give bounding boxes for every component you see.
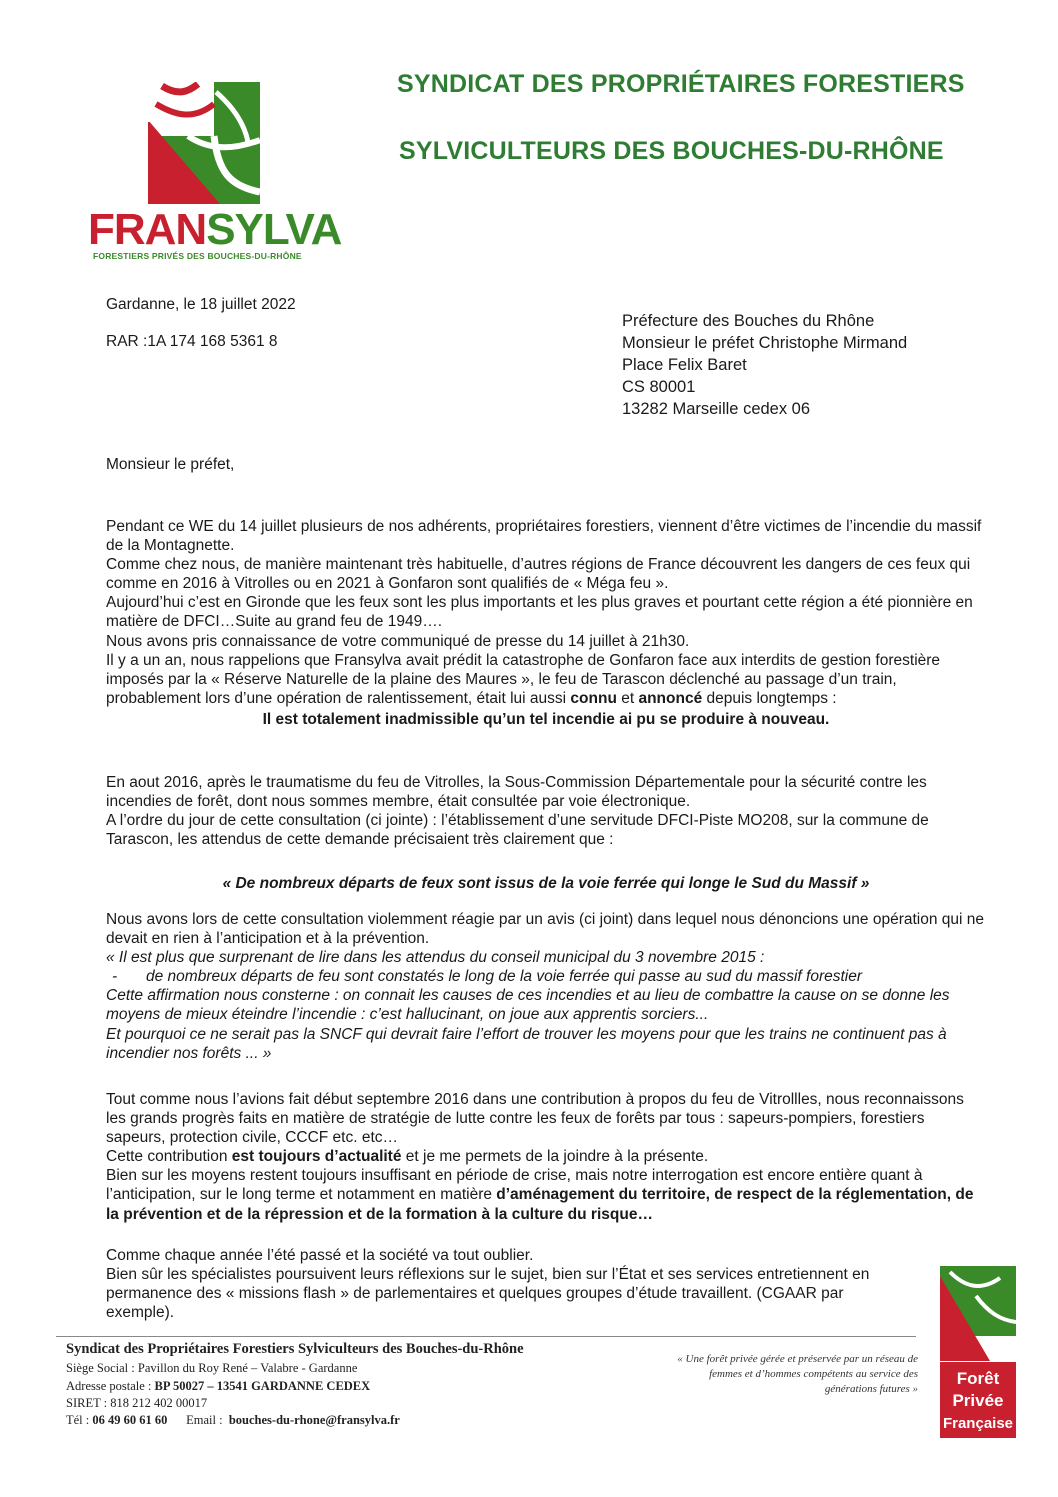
tel-label: Tél : bbox=[66, 1413, 93, 1427]
bold-run: est toujours d’actualité bbox=[231, 1148, 402, 1166]
footer-contact bbox=[66, 1413, 400, 1428]
postal-value: BP 50027 – 13541 GARDANNE CEDEX bbox=[154, 1379, 371, 1393]
bullet-text: de nombreux départs de feu sont constatés le long de la voie ferrée qui passe au sud du massif forestier bbox=[146, 968, 863, 986]
recipient-line2: Monsieur le préfet Christophe Mirmand bbox=[622, 334, 908, 352]
postal-label: Adresse postale : bbox=[66, 1379, 155, 1393]
body-block-2 bbox=[106, 773, 986, 849]
body-block-3 bbox=[106, 910, 986, 1063]
badge-line2: Privée bbox=[952, 1391, 1004, 1410]
foret-privee-francaise-badge bbox=[930, 1266, 1016, 1438]
foret-privee-francaise-logo-icon bbox=[930, 1266, 1016, 1438]
footer-tagline: « Une forêt privée gérée et préservée par un réseau de femmes et d’hommes compétents au service des générations futures » bbox=[677, 1353, 918, 1395]
email-value[interactable]: bouches-du-rhone@fransylva.fr bbox=[228, 1413, 400, 1427]
quote-line: « Il est plus que surprenant de lire dans les attendus du conseil municipal du 3 novembre 2015 : bbox=[106, 949, 765, 967]
text-run: Il y a un an, nous rappelions que Fransylva avait prédit la catastrophe de Gonfaron face aux interdits de gestion forestière imposés par la « Réserve Naturelle de la plaine des Maures », le feu de Tarascon déclenché au passage d’un train, probablement lors d’une opération de ralentissement, était lui aussi bbox=[106, 651, 941, 707]
bold-run: d’aménagement du territoire, de respect de la réglementation, de la prévention et de la répression et de la formation à la culture du risque… bbox=[106, 1186, 974, 1223]
footer-siege: Siège Social : Pavillon du Roy René – Valabre - Gardanne bbox=[66, 1361, 358, 1375]
recipient-address bbox=[622, 310, 907, 420]
org-title-line1: SYNDICAT DES PROPRIÉTAIRES FORESTIERS bbox=[397, 70, 965, 98]
paragraph: Aujourd’hui c’est en Gironde que les feux sont les plus importants et les plus graves et pourtant cette région a été pionnière en matière de DFCI…Suite au grand feu de 1949…. bbox=[106, 594, 973, 631]
paragraph bbox=[106, 1166, 986, 1223]
bold-run: connu bbox=[570, 689, 617, 707]
quote-bullet bbox=[106, 967, 986, 986]
paragraph: Comme chez nous, de manière maintenant très habituelle, d’autres régions de France découvrent les dangers de ces feux qui comme en 2016 à Vitrolles ou en 2021 à Gonfaron sont qualifiés de « Méga feu ». bbox=[106, 556, 971, 593]
paragraph: Comme chaque année l’été passé et la société va tout oublier. bbox=[106, 1247, 534, 1264]
bullet-dash: - bbox=[112, 968, 118, 986]
body-block-1 bbox=[106, 517, 986, 729]
text-run: Bien sur les moyens restent toujours insuffisant en période de crise, mais notre interrogation est encore entière quant à l’anticipation, sur le long terme et notamment en matière bbox=[106, 1167, 923, 1204]
brand-sylva: SYLVA bbox=[206, 205, 342, 254]
brand-fran: FRAN bbox=[88, 205, 207, 254]
text-run: Cette contribution bbox=[106, 1148, 232, 1166]
footer-divider bbox=[56, 1336, 916, 1337]
recipient-line4: CS 80001 bbox=[622, 378, 696, 396]
text-run: et je me permets de la joindre à la présente. bbox=[401, 1148, 709, 1166]
quote-line: Cette affirmation nous consterne : on connait les causes de ces incendies et au lieu de combattre la cause on se donne les moyens de mieux éteindre l’incendie : c’est hallucinant, on joue aux apprentis sorciers... bbox=[106, 987, 950, 1024]
footer-postal bbox=[66, 1379, 370, 1394]
paragraph: En aout 2016, après le traumatisme du feu de Vitrolles, la Sous-Commission Départementale pour la sécurité contre les incendies de forêt, dont nous sommes membre, était consultée par voie électronique. bbox=[106, 774, 927, 811]
quote-statement: « De nombreux départs de feux sont issus de la voie ferrée qui longe le Sud du Massif » bbox=[222, 875, 870, 892]
body-block-4 bbox=[106, 1090, 986, 1224]
brand-subtitle: FORESTIERS PRIVÉS DES BOUCHES-DU-RHÔNE bbox=[93, 251, 302, 261]
text-run: et bbox=[616, 689, 639, 707]
paragraph: Nous avons lors de cette consultation violemment réagie par un avis (ci joint) dans lequel nous dénoncions une opération qui ne devait en rien à l’anticipation et à la prévention. bbox=[106, 911, 985, 948]
fransylva-tree-logo-icon bbox=[148, 82, 260, 204]
paragraph bbox=[106, 651, 986, 708]
body-block-5 bbox=[106, 1246, 906, 1322]
quote-line: Et pourquoi ce ne serait pas la SNCF qui devrait faire l’effort de trouver les moyens pour que les trains ne continuent pas à incendier nos forêts ... » bbox=[106, 1025, 947, 1062]
footer-org-name: Syndicat des Propriétaires Forestiers Sylviculteurs des Bouches-du-Rhône bbox=[66, 1341, 524, 1357]
email-label: Email : bbox=[167, 1413, 229, 1427]
recipient-line3: Place Felix Baret bbox=[622, 356, 747, 374]
brand-wordmark bbox=[88, 205, 342, 254]
badge-line3: Française bbox=[942, 1415, 1014, 1432]
footer-siret: SIRET : 818 212 402 00017 bbox=[66, 1396, 208, 1410]
emphasis-statement: Il est totalement inadmissible qu’un tel incendie ai pu se produire à nouveau. bbox=[262, 710, 830, 728]
recipient-line1: Préfecture des Bouches du Rhône bbox=[622, 312, 875, 330]
paragraph bbox=[106, 1147, 986, 1166]
tel-value: 06 49 60 61 60 bbox=[92, 1413, 168, 1427]
paragraph: Nous avons pris connaissance de votre communiqué de presse du 14 juillet à 21h30. bbox=[106, 632, 690, 650]
badge-line1: Forêt bbox=[956, 1369, 1000, 1388]
text-run: depuis longtemps : bbox=[702, 689, 837, 707]
paragraph: Pendant ce WE du 14 juillet plusieurs de nos adhérents, propriétaires forestiers, viennent d’être victimes de l’incendie du massif de la Montagnette. bbox=[106, 518, 982, 555]
bold-run: annoncé bbox=[638, 689, 703, 707]
paragraph: A l’ordre du jour de cette consultation (ci jointe) : l’établissement d’une servitude DFCI-Piste MO208, sur la commune de Tarascon, les attendus de cette demande précisaient très clairement que : bbox=[106, 812, 929, 849]
rar-number: RAR :1A 174 168 5361 8 bbox=[106, 333, 278, 350]
recipient-line5: 13282 Marseille cedex 06 bbox=[622, 400, 811, 418]
salutation: Monsieur le préfet, bbox=[106, 456, 235, 473]
paragraph: Bien sûr les spécialistes poursuivent leurs réflexions sur le sujet, bien sur l’État et ses services entretiennent en permanence des « missions flash » de parlementaires et quelques groupes d’étude travaillent. (CGAAR par exemple). bbox=[106, 1266, 870, 1322]
paragraph: Tout comme nous l’avions fait début septembre 2016 dans une contribution à propos du feu de Vitrollles, nous reconnaissons les grands progrès faits en matière de stratégie de lutte contre les feux de forêts par tous : sapeurs-pompiers, forestiers sapeurs, protection civile, CCCF etc. etc… bbox=[106, 1091, 964, 1147]
org-title-line2: SYLVICULTEURS DES BOUCHES-DU-RHÔNE bbox=[399, 137, 944, 165]
fransylva-logo bbox=[148, 82, 260, 204]
place-date: Gardanne, le 18 juillet 2022 bbox=[106, 296, 296, 313]
